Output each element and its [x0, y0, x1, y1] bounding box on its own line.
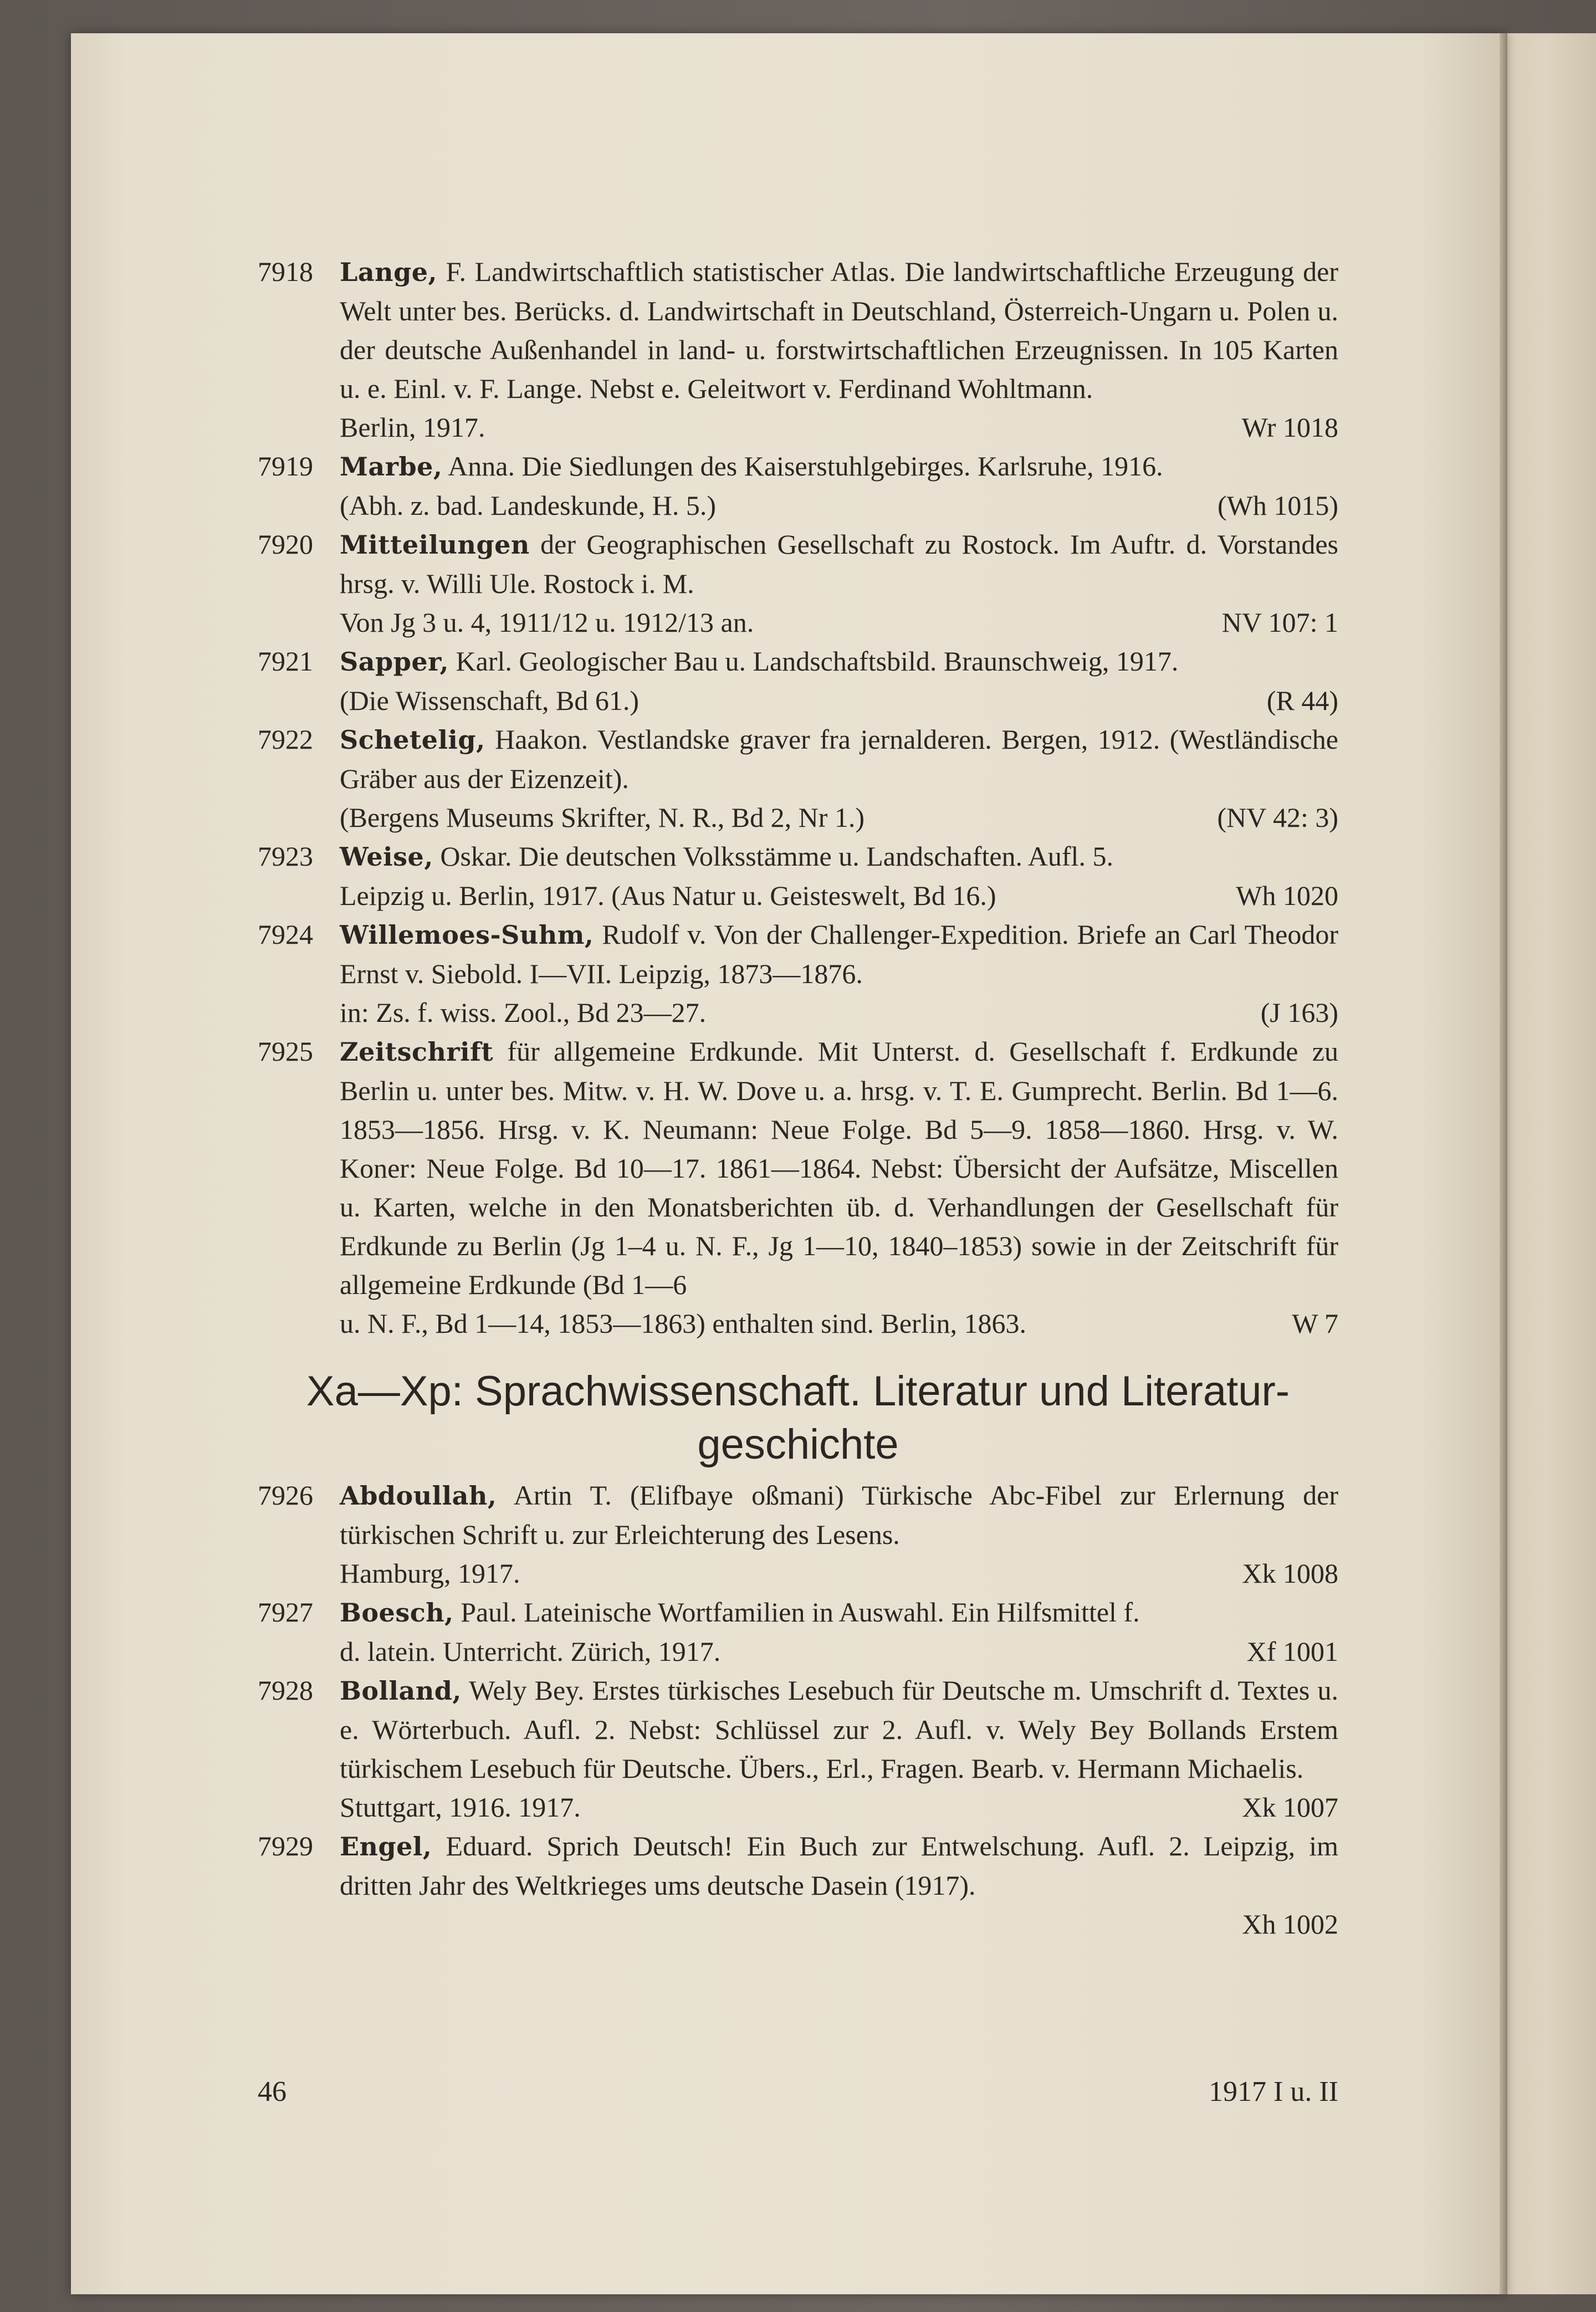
page-content [258, 252, 1338, 1943]
entry-list [258, 1476, 1338, 1943]
entry-imprint: Leipzig u. Berlin, 1917. (Aus Natur u. Geisteswelt, Bd 16.) [340, 880, 996, 911]
entry-author: Lange, [340, 257, 438, 287]
entry-number: 7918 [258, 256, 313, 287]
catalog-entry [258, 1671, 1338, 1827]
entry-author: Schetelig, [340, 725, 485, 755]
entry-last-line [340, 1788, 1338, 1827]
entry-author: Boesch, [340, 1598, 454, 1628]
entry-author: Abdoullah, [340, 1481, 497, 1511]
entry-text: Karl. Geologischer Bau u. Landschaftsbild. Braunschweig, 1917. [449, 646, 1179, 677]
catalog-entry [258, 915, 1338, 1032]
entry-number: 7923 [258, 841, 313, 872]
entry-shelfmark: Xh 1002 [1242, 1909, 1338, 1940]
entry-last-line [340, 876, 1338, 915]
entry-author: Sapper, [340, 647, 449, 677]
entry-shelfmark: Xk 1007 [1242, 1792, 1338, 1823]
entry-last-line [340, 408, 1338, 447]
entry-shelfmark: Xk 1008 [1242, 1558, 1338, 1589]
entry-shelfmark: Xf 1001 [1246, 1636, 1338, 1667]
entry-number: 7928 [258, 1675, 313, 1706]
entry-last-line [340, 1304, 1338, 1343]
catalog-entry [258, 447, 1338, 525]
entry-text: Artin T. (Elifbaye oßmani) Türkische Abc-Fibel zur Erlernung der türkischen Schrift u. zur Erleichterung des Lesens. [340, 1480, 1338, 1550]
entry-shelfmark: Wr 1018 [1241, 412, 1338, 443]
page-footer [258, 2075, 1338, 2108]
entry-last-line [340, 486, 1338, 525]
entry-last-line [340, 1554, 1338, 1593]
entry-imprint: Von Jg 3 u. 4, 1911/12 u. 1912/13 an. [340, 607, 754, 638]
section-heading [258, 1365, 1338, 1471]
entry-author: Zeitschrift [340, 1037, 494, 1067]
entry-last-line [340, 1905, 1338, 1943]
entry-author: Bolland, [340, 1676, 462, 1706]
entry-shelfmark: (Wh 1015) [1218, 490, 1338, 521]
entry-text: Wely Bey. Erstes türkisches Lesebuch für Deutsche m. Umschrift d. Textes u. e. Wörterbuch. Aufl. 2. Nebst: Schlüssel zur 2. Aufl. v. Wely Bey Bollands Erstem türkischem Lesebuch für Deutsche. Übers., Erl., Fragen. Bearb. v. Hermann Michaelis. [340, 1675, 1338, 1784]
entry-number: 7924 [258, 919, 313, 950]
entry-number: 7926 [258, 1480, 313, 1511]
entry-author: Weise, [340, 842, 433, 872]
catalog-entry [258, 252, 1338, 447]
entry-imprint: (Bergens Museums Skrifter, N. R., Bd 2, Nr 1.) [340, 802, 864, 833]
entry-imprint: Hamburg, 1917. [340, 1558, 520, 1589]
entry-text: F. Landwirtschaftlich statistischer Atlas. Die landwirtschaftliche Erzeugung der Welt unter bes. Berücks. d. Landwirtschaft in Deutschland, Österreich-Ungarn u. Polen u. der deutsche Außenhandel in land- u. forstwirtschaftlichen Erzeugnissen. In 105 Karten u. e. Einl. v. F. Lange. Nebst e. Geleitwort v. Ferdinand Wohltmann. [340, 256, 1338, 404]
entry-imprint: u. N. F., Bd 1—14, 1853—1863) enthalten sind. Berlin, 1863. [340, 1308, 1026, 1339]
page-number: 46 [258, 2076, 287, 2108]
entry-text: Anna. Die Siedlungen des Kaiserstuhlgebirges. Karlsruhe, 1916. [442, 451, 1163, 482]
entry-last-line [340, 993, 1338, 1032]
entry-imprint: (Die Wissenschaft, Bd 61.) [340, 685, 640, 716]
entry-shelfmark: (R 44) [1266, 685, 1338, 716]
entry-number: 7922 [258, 724, 313, 755]
entry-last-line [340, 681, 1338, 720]
entry-imprint: in: Zs. f. wiss. Zool., Bd 23—27. [340, 997, 707, 1028]
issue-label: 1917 I u. II [1209, 2076, 1338, 2108]
catalog-entry [258, 1827, 1338, 1943]
entry-shelfmark: (NV 42: 3) [1217, 802, 1338, 833]
entry-number: 7929 [258, 1830, 313, 1861]
catalog-entry [258, 720, 1338, 837]
section-heading-line2: geschichte [697, 1421, 899, 1468]
entry-text: Rudolf v. Von der Challenger-Expedition. Briefe an Carl Theodor Ernst v. Siebold. I—VII. Leipzig, 1873—1876. [340, 919, 1338, 989]
entry-last-line [340, 798, 1338, 837]
entry-last-line [340, 603, 1338, 642]
entry-text: Eduard. Sprich Deutsch! Ein Buch zur Entwelschung. Aufl. 2. Leipzig, im dritten Jahr des Weltkrieges ums deutsche Dasein (1917). [340, 1830, 1338, 1901]
entry-number: 7920 [258, 529, 313, 560]
entry-imprint: d. latein. Unterricht. Zürich, 1917. [340, 1636, 721, 1667]
entry-shelfmark: W 7 [1292, 1308, 1338, 1339]
entry-text: der Geographischen Gesellschaft zu Rostock. Im Auftr. d. Vorstandes hrsg. v. Willi Ule. Rostock i. M. [340, 529, 1338, 599]
entry-author: Marbe, [340, 452, 443, 482]
entry-imprint: (Abh. z. bad. Landeskunde, H. 5.) [340, 490, 716, 521]
catalog-entry [258, 525, 1338, 642]
entry-imprint: Berlin, 1917. [340, 412, 485, 443]
catalog-entry [258, 642, 1338, 720]
section-heading-line1: Xa—Xp: Sprachwissenschaft. Literatur und Literatur- [306, 1368, 1290, 1415]
entry-number: 7919 [258, 451, 313, 482]
entry-text: für allgemeine Erdkunde. Mit Unterst. d. Gesellschaft f. Erdkunde zu Berlin u. unter bes. Mitw. v. H. W. Dove u. a. hrsg. v. T. E. Gumprecht. Berlin. Bd 1—6. 1853—1856. Hrsg. v. K. Neumann: Neue Folge. Bd 5—9. 1858—1860. Hrsg. v. W. Koner: Neue Folge. Bd 10—17. 1861—1864. Nebst: Übersicht der Aufsätze, Miscellen u. Karten, welche in den Monatsberichten üb. d. Verhandlungen der Gesellschaft für Erdkunde zu Berlin (Jg 1–4 u. N. F., Jg 1—10, 1840–1853) sowie in der Zeitschrift für allgemeine Erdkunde (Bd 1—6 [340, 1036, 1338, 1300]
entry-text: Paul. Lateinische Wortfamilien in Auswahl. Ein Hilfsmittel f. [453, 1597, 1140, 1628]
catalog-entry [258, 837, 1338, 915]
catalog-entry [258, 1593, 1338, 1671]
entry-shelfmark: (J 163) [1260, 997, 1338, 1028]
catalog-entry [258, 1032, 1338, 1343]
entry-text: Haakon. Vestlandske graver fra jernalderen. Bergen, 1912. (Westländische Gräber aus der Eizenzeit). [340, 724, 1338, 794]
entry-shelfmark: Wh 1020 [1236, 880, 1338, 911]
entry-list [258, 252, 1338, 1343]
entry-text: Oskar. Die deutschen Volksstämme u. Landschaften. Aufl. 5. [433, 841, 1113, 872]
entry-shelfmark: NV 107: 1 [1221, 607, 1338, 638]
entry-number: 7927 [258, 1597, 313, 1628]
entry-author: Mitteilungen [340, 530, 530, 560]
entry-number: 7921 [258, 646, 313, 677]
entry-number: 7925 [258, 1036, 313, 1067]
page-gutter [1500, 33, 1507, 2294]
entry-author: Willemoes-Suhm, [340, 920, 594, 950]
catalog-entry [258, 1476, 1338, 1593]
entry-author: Engel, [340, 1832, 432, 1861]
entry-last-line [340, 1632, 1338, 1671]
entry-imprint: Stuttgart, 1916. 1917. [340, 1792, 581, 1823]
